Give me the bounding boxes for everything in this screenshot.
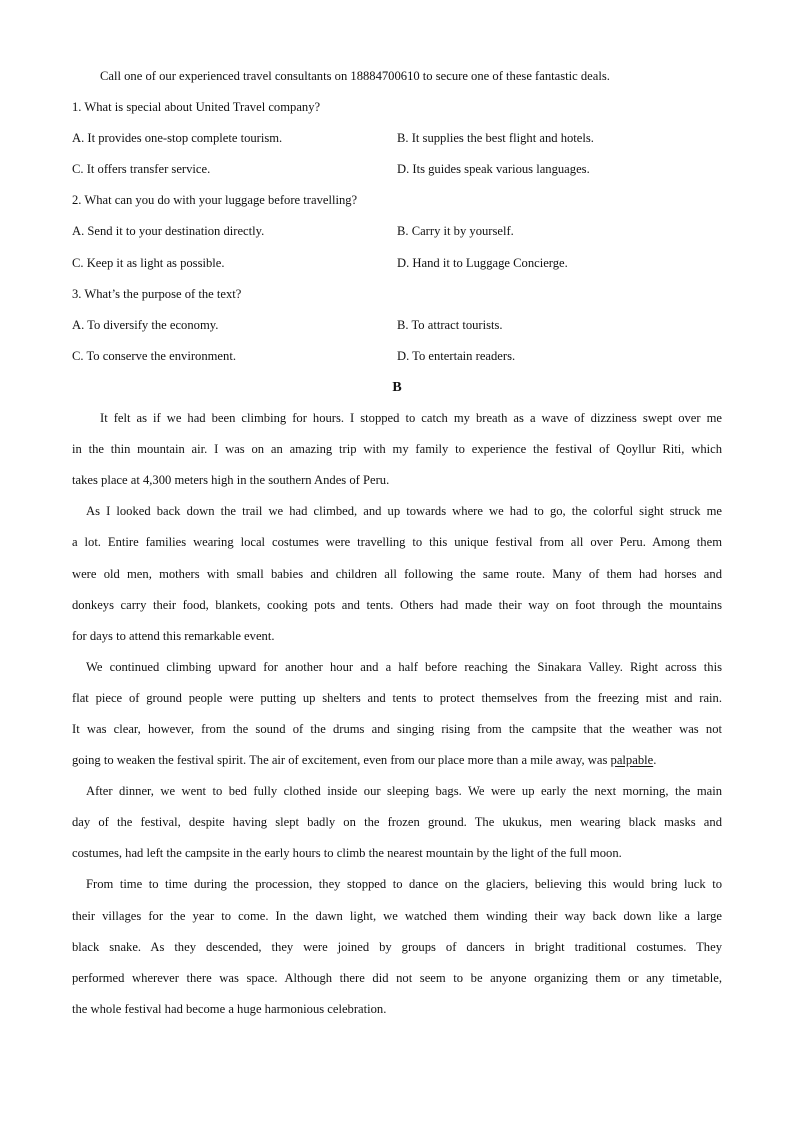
option-d: D. To entertain readers. bbox=[397, 348, 516, 363]
text-line: were old men, mothers with small babies and children all following the same route. Many of them had horses and bbox=[72, 566, 722, 581]
option-b: B. Carry it by yourself. bbox=[397, 224, 514, 239]
option-row bbox=[72, 341, 722, 372]
text-line: It was clear, however, from the sound of the drums and singing rising from the campsite that the weather was not bbox=[72, 721, 722, 736]
text-line: costumes, had left the campsite in the early hours to climb the nearest mountain by the light of the full moon. bbox=[72, 846, 622, 861]
option-a: A. Send it to your destination directly. bbox=[72, 224, 265, 239]
intro-line: Call one of our experienced travel consultants on 18884700610 to secure one of these fantastic deals. bbox=[100, 69, 610, 83]
option-b: B. It supplies the best flight and hotels. bbox=[397, 131, 594, 146]
text-line bbox=[72, 745, 722, 776]
paragraph-5 bbox=[72, 869, 722, 1024]
option-a: A. To diversify the economy. bbox=[72, 317, 219, 332]
option-row bbox=[72, 123, 722, 154]
text-line: in the thin mountain air. I was on an amazing trip with my family to experience the festival of Qoyllur Riti, which bbox=[72, 442, 722, 457]
text-line: We continued climbing upward for another hour and a half before reaching the Sinakara Valley. Right across this bbox=[86, 659, 722, 674]
question-1 bbox=[72, 92, 722, 185]
option-a: A. It provides one-stop complete tourism. bbox=[72, 131, 283, 146]
option-c: C. It offers transfer service. bbox=[72, 162, 211, 177]
paragraph-4 bbox=[72, 776, 722, 869]
text-line: donkeys carry their food, blankets, cooking pots and tents. Others had made their way on foot through the mountains bbox=[72, 597, 722, 612]
text-line: flat piece of ground people were putting up shelters and tents to protect themselves from the freezing mist and rain. bbox=[72, 690, 722, 705]
text-line: black snake. As they descended, they were joined by groups of dancers in bright traditional costumes. They bbox=[72, 939, 722, 954]
paragraph-2 bbox=[72, 496, 722, 651]
question-3 bbox=[72, 279, 722, 372]
text-line: a lot. Entire families wearing local costumes were travelling to this unique festival from all over Peru. Among them bbox=[72, 535, 722, 550]
option-c: C. Keep it as light as possible. bbox=[72, 255, 225, 270]
text-line: takes place at 4,300 meters high in the southern Andes of Peru. bbox=[72, 473, 390, 488]
text-segment: going to weaken the festival spirit. The air of excitement, even from our place more than a mile away, was bbox=[72, 753, 611, 768]
underlined-word: palpable bbox=[610, 753, 654, 768]
text-line: After dinner, we went to bed fully clothed inside our sleeping bags. We were up early the next morning, the main bbox=[86, 784, 722, 799]
text-segment: . bbox=[653, 753, 657, 768]
option-row bbox=[72, 216, 722, 247]
paragraph-1 bbox=[72, 403, 722, 496]
text-line: their villages for the year to come. In the dawn light, we watched them winding their way back down like a large bbox=[72, 908, 722, 923]
question-stem: 1. What is special about United Travel company? bbox=[72, 100, 321, 115]
text-line: As I looked back down the trail we had climbed, and up towards where we had to go, the colorful sight struck me bbox=[86, 504, 722, 519]
text-line: for days to attend this remarkable event. bbox=[72, 628, 275, 643]
section-title: B bbox=[392, 379, 402, 395]
text-line: It felt as if we had been climbing for hours. I stopped to catch my breath as a wave of dizziness swept over me bbox=[100, 411, 722, 426]
paragraph-3 bbox=[72, 652, 722, 776]
option-row bbox=[72, 248, 722, 279]
option-b: B. To attract tourists. bbox=[397, 317, 503, 332]
question-stem: 2. What can you do with your luggage before travelling? bbox=[72, 193, 358, 208]
question-2 bbox=[72, 185, 722, 278]
option-c: C. To conserve the environment. bbox=[72, 348, 236, 363]
question-stem: 3. What’s the purpose of the text? bbox=[72, 286, 242, 301]
option-row bbox=[72, 310, 722, 341]
text-line: the whole festival had become a huge harmonious celebration. bbox=[72, 1001, 387, 1016]
text-line: performed wherever there was space. Although there did not seem to be anyone organizing them or any timetable, bbox=[72, 970, 722, 985]
option-d: D. Hand it to Luggage Concierge. bbox=[397, 255, 568, 270]
option-d: D. Its guides speak various languages. bbox=[397, 162, 590, 177]
document-page bbox=[72, 61, 722, 1025]
option-row bbox=[72, 154, 722, 185]
text-line: day of the festival, despite having slept badly on the frozen ground. The ukukus, men wearing black masks and bbox=[72, 815, 722, 830]
text-line: From time to time during the procession, they stopped to dance on the glaciers, believing this would bring luck to bbox=[86, 877, 722, 892]
